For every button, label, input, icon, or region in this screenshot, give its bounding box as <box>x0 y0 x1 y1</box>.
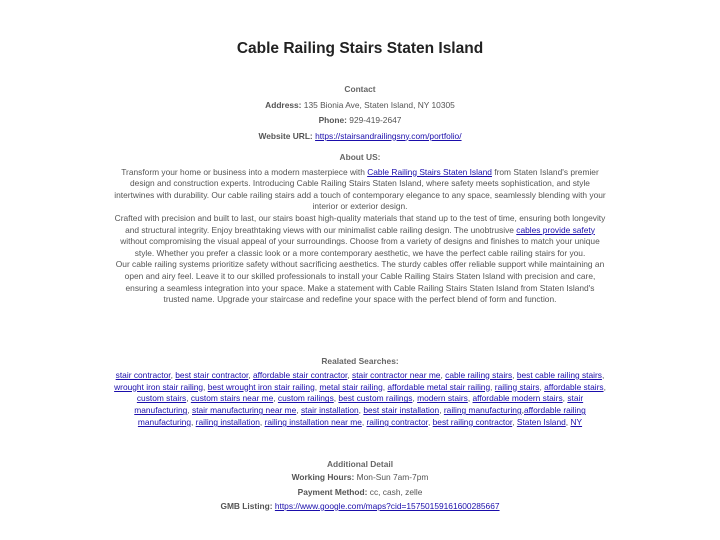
related-search-link[interactable]: best stair contractor <box>175 369 249 380</box>
related-search-link[interactable]: best custom railings <box>338 393 413 404</box>
link-separator: , <box>539 381 545 392</box>
link-separator: , <box>248 369 254 380</box>
link-separator: , <box>603 381 606 392</box>
related-search-link[interactable]: affordable railing manufacturing <box>137 405 586 427</box>
related-search-link[interactable]: custom railings <box>277 393 334 404</box>
about-paragraph-3: Our cable railing systems prioritize safety without sacrificing aesthetics. The sturdy cables offer reliable support while maintaining an open and airy feel. Leave it to our skilled professionals to install your Cable Railing Stairs Staten Island with precision and care, ensuring a seamless integration into your space. Make a statement with Cable Railing Stairs Staten Island from Staten Island's trusted name. Upgrade your staircase and redefine your space with the perfect blend of form and function. <box>115 259 605 305</box>
related-search-link[interactable]: best stair installation <box>363 405 440 416</box>
link-separator: , <box>439 405 444 416</box>
hours-line <box>110 470 610 485</box>
link-separator: , <box>358 405 364 416</box>
gmb-link[interactable]: https://www.google.com/maps?cid=15750159161600285667 <box>274 501 500 511</box>
about-p2-text-b: without compromising the visual appeal of your surroundings. Choose from a variety of designs and finishes to match your unique style. Whether you prefer a classic look or a more contemporary aesthetic, we have the perfect cable railing stairs for you. <box>120 236 600 258</box>
related-search-link[interactable]: railing installation <box>195 416 260 427</box>
link-separator: , <box>170 369 176 380</box>
related-search-link[interactable]: railing stairs <box>494 381 540 392</box>
related-search-link[interactable]: cable railing stairs <box>445 369 513 380</box>
related-search-link[interactable]: railing contractor <box>366 416 428 427</box>
cables-safety-link[interactable]: cables provide safety <box>516 224 595 235</box>
link-separator: , <box>512 416 517 427</box>
link-separator: , <box>412 393 418 404</box>
about-heading: About US: <box>339 152 381 162</box>
related-search-link[interactable]: stair installation <box>300 405 359 416</box>
link-separator: , <box>490 381 495 392</box>
hours-label: Working Hours: <box>291 472 355 482</box>
website-line <box>110 129 610 145</box>
additional-section <box>110 459 610 514</box>
link-separator: , <box>333 393 339 404</box>
about-paragraph-2 <box>113 213 607 259</box>
link-separator: , <box>565 416 571 427</box>
link-separator: , <box>187 405 192 416</box>
link-separator: , <box>191 416 196 427</box>
link-separator: , <box>361 416 367 427</box>
related-searches-heading: Realated Searches: <box>321 356 399 366</box>
link-separator: , <box>521 405 524 416</box>
address-line <box>110 98 610 114</box>
link-separator: , <box>602 369 605 380</box>
contact-section <box>110 82 610 144</box>
related-searches-section <box>112 356 608 429</box>
gmb-line <box>110 499 610 514</box>
phone-value: 929-419-2647 <box>349 115 402 125</box>
link-separator: , <box>427 416 433 427</box>
link-separator: , <box>440 369 446 380</box>
link-separator: , <box>382 381 388 392</box>
related-search-link[interactable]: affordable modern stairs <box>472 393 563 404</box>
phone-label: Phone: <box>318 115 347 125</box>
address-label: Address: <box>265 99 302 110</box>
related-search-link[interactable]: wrought iron stair railing <box>114 381 204 392</box>
link-separator: , <box>273 393 278 404</box>
related-search-link[interactable]: best railing contractor <box>432 416 513 427</box>
related-searches-links <box>112 370 608 429</box>
link-separator: , <box>314 381 320 392</box>
address-value: 135 Bionia Ave, Staten Island, NY 10305 <box>303 99 455 110</box>
related-search-link[interactable]: custom stairs near me <box>190 393 274 404</box>
phone-line <box>110 113 610 129</box>
related-search-link[interactable]: modern stairs <box>417 393 468 404</box>
about-p1-text-b: from Staten Island's premier design and construction experts. Introducing Cable Railing Stairs Staten Island, where safety meets sophistication, and style intertwines with durability. Our cable railing stairs add a touch of contemporary elegance to any space, seamlessly blending with your interior or exterior design. <box>114 166 606 212</box>
about-paragraph-1 <box>113 167 607 213</box>
related-search-link[interactable]: affordable stair contractor <box>253 369 348 380</box>
related-search-link[interactable]: Staten Island <box>516 416 566 427</box>
related-search-link[interactable]: affordable stairs <box>544 381 604 392</box>
related-search-link[interactable]: stair manufacturing <box>134 393 584 416</box>
payment-line <box>110 485 610 500</box>
page-title: Cable Railing Stairs Staten Island <box>236 40 484 57</box>
website-link[interactable]: https://stairsandrailingsny.com/portfolio/ <box>315 130 462 141</box>
payment-value: cc, cash, zelle <box>369 486 423 497</box>
related-search-link[interactable]: railing installation near me <box>264 416 362 427</box>
related-search-link[interactable]: stair contractor <box>115 369 171 380</box>
related-search-link[interactable]: custom stairs <box>136 393 187 404</box>
link-separator: , <box>512 369 517 380</box>
link-separator: , <box>562 393 568 404</box>
link-separator: , <box>347 369 353 380</box>
about-p1-text-a: Transform your home or business into a modern masterpiece with <box>121 166 368 177</box>
contact-heading: Contact <box>344 84 376 94</box>
related-search-link[interactable]: best wrought iron stair railing <box>207 381 315 392</box>
related-search-link[interactable]: railing manufacturing <box>443 405 522 416</box>
about-p2-text-a: Crafted with precision and built to last, our stairs boast high-quality materials that stand up to the test of time, ensuring both longevity and structural integrity. Enjoy breathtaking views with our minimalist cable railing design. The unobtrusive <box>114 212 606 235</box>
link-separator: , <box>467 393 473 404</box>
additional-heading: Additional Detail <box>326 459 394 469</box>
about-section <box>113 152 607 306</box>
related-search-link[interactable]: stair manufacturing near me <box>192 405 297 416</box>
link-separator: , <box>296 405 301 416</box>
website-label: Website URL: <box>258 130 313 141</box>
payment-label: Payment Method: <box>297 486 368 497</box>
related-search-link[interactable]: affordable metal stair railing <box>387 381 491 392</box>
related-search-link[interactable]: best cable railing stairs <box>516 369 602 380</box>
related-search-link[interactable]: NY <box>570 416 583 427</box>
related-search-link[interactable]: metal stair railing <box>319 381 383 392</box>
gmb-label: GMB Listing: <box>220 501 273 511</box>
link-separator: , <box>186 393 191 404</box>
hours-value: Mon-Sun 7am-7pm <box>356 472 429 482</box>
link-separator: , <box>259 416 265 427</box>
related-search-link[interactable]: stair contractor near me <box>352 369 441 380</box>
cable-railing-link[interactable]: Cable Railing Stairs Staten Island <box>367 166 492 177</box>
link-separator: , <box>203 381 208 392</box>
